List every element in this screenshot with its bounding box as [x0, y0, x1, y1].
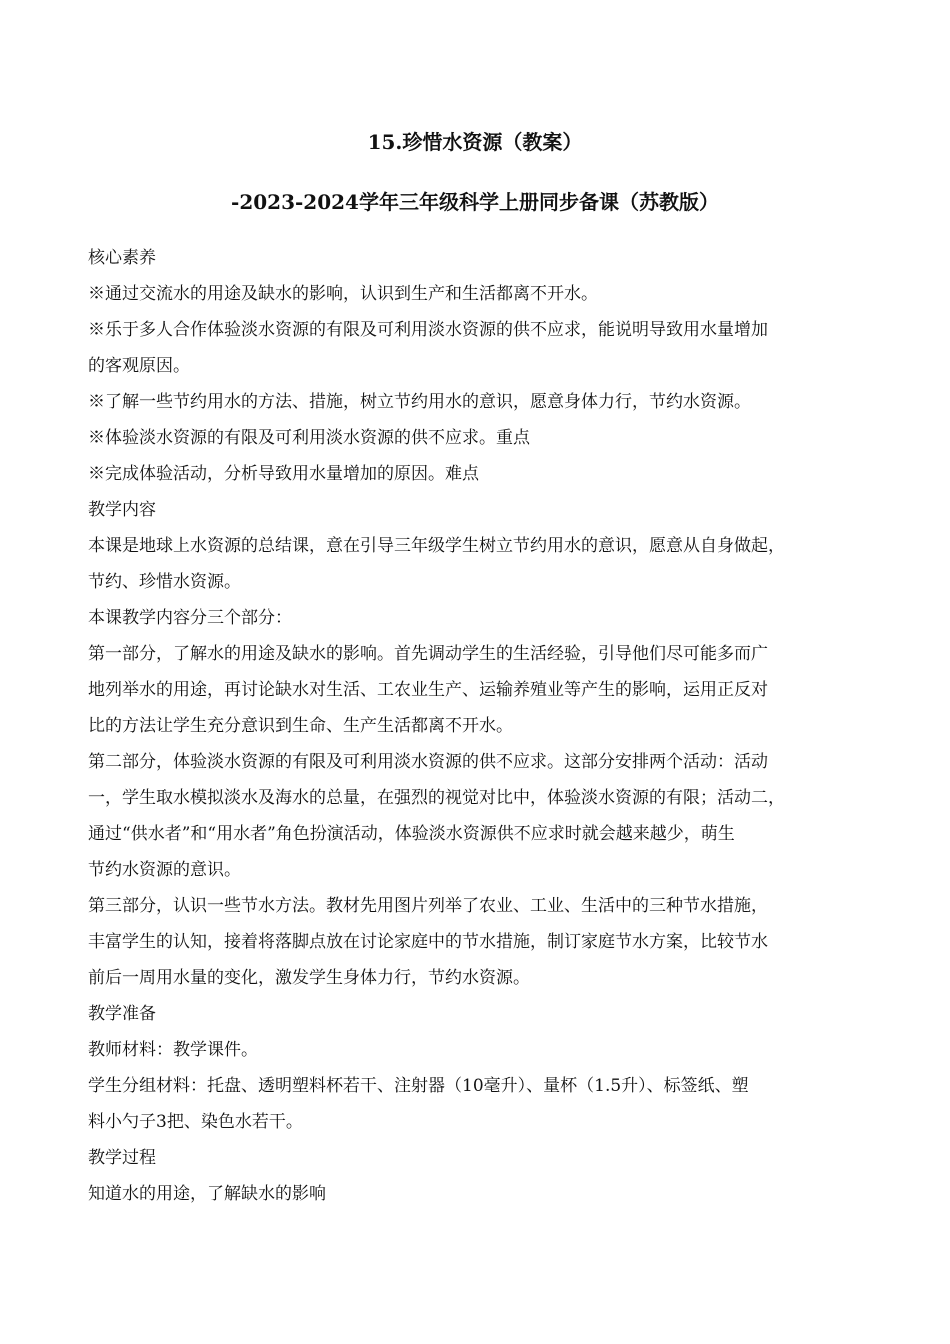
text-line: ※了解一些节约用水的方法、措施，树立节约用水的意识，愿意身体力行，节约水资源。 — [88, 392, 751, 412]
section-heading-teaching-preparation: 教学准备 — [88, 1004, 156, 1024]
text-line: 本课是地球上水资源的总结课，意在引导三年级学生树立节约用水的意识，愿意从自身做起， — [88, 536, 785, 556]
text-line: 节约水资源的意识。 — [88, 860, 241, 880]
section-heading-teaching-content: 教学内容 — [88, 500, 156, 520]
text-line: 通过“供水者”和“用水者”角色扮演活动，体验淡水资源供不应求时就会越来越少，萌生 — [88, 824, 735, 844]
text-line: 第三部分，认识一些节水方法。教材先用图片列举了农业、工业、生活中的三种节水措施， — [88, 896, 768, 916]
text-line: 第二部分，体验淡水资源的有限及可利用淡水资源的供不应求。这部分安排两个活动：活动 — [88, 752, 768, 772]
text-line: 节约、珍惜水资源。 — [88, 572, 241, 592]
text-line: 比的方法让学生充分意识到生命、生产生活都离不开水。 — [88, 716, 513, 736]
text-line: 地列举水的用途，再讨论缺水对生活、工农业生产、运输养殖业等产生的影响，运用正反对 — [88, 680, 768, 700]
text-line: ※体验淡水资源的有限及可利用淡水资源的供不应求。重点 — [88, 428, 530, 448]
text-line: 本课教学内容分三个部分： — [88, 608, 292, 628]
section-heading-core-literacy: 核心素养 — [88, 248, 156, 268]
section-heading-teaching-process: 教学过程 — [88, 1148, 156, 1168]
text-line: 料小勺子3把、染色水若干。 — [88, 1112, 303, 1132]
document-subtitle: -2023-2024学年三年级科学上册同步备课（苏教版） — [231, 190, 719, 214]
text-line: 学生分组材料：托盘、透明塑料杯若干、注射器（10毫升）、量杯（1.5升）、标签纸、塑 — [88, 1076, 749, 1096]
text-line: ※乐于多人合作体验淡水资源的有限及可利用淡水资源的供不应求，能说明导致用水量增加 — [88, 320, 768, 340]
text-line: ※通过交流水的用途及缺水的影响，认识到生产和生活都离不开水。 — [88, 284, 598, 304]
document-body — [88, 240, 868, 1212]
text-line: 一，学生取水模拟淡水及海水的总量，在强烈的视觉对比中，体验淡水资源的有限；活动二， — [88, 788, 785, 808]
text-line: ※完成体验活动，分析导致用水量增加的原因。难点 — [88, 464, 479, 484]
text-line: 教师材料：教学课件。 — [88, 1040, 258, 1060]
text-line: 第一部分，了解水的用途及缺水的影响。首先调动学生的生活经验，引导他们尽可能多而广 — [88, 644, 768, 664]
text-line: 丰富学生的认知，接着将落脚点放在讨论家庭中的节水措施，制订家庭节水方案，比较节水 — [88, 932, 768, 952]
text-line: 知道水的用途，了解缺水的影响 — [88, 1184, 326, 1204]
text-line: 的客观原因。 — [88, 356, 190, 376]
document-title: 15.珍惜水资源（教案） — [367, 130, 583, 154]
text-line: 前后一周用水量的变化，激发学生身体力行，节约水资源。 — [88, 968, 530, 988]
